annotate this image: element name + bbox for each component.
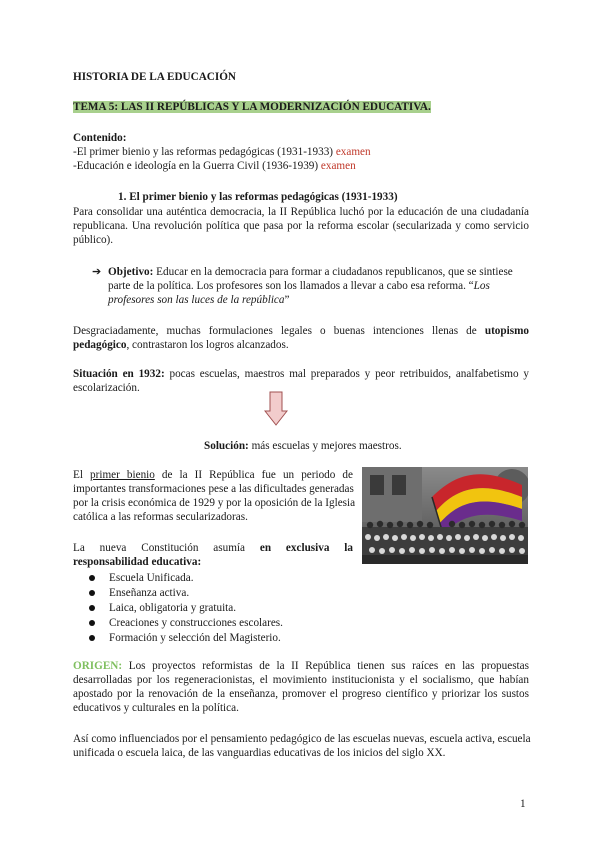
bullet-icon — [89, 590, 95, 596]
bienio-text: de la II República fue un periodo de — [161, 469, 353, 481]
desgracia-line — [73, 324, 529, 338]
desgracia-text: , contrastaron los logros alcanzados. — [126, 339, 289, 351]
contenido-label: Contenido: — [73, 132, 127, 144]
origen-line — [73, 659, 529, 673]
list-item: Laica, obligatoria y gratuita. — [109, 602, 237, 614]
document-title: HISTORIA DE LA EDUCACIÓN — [73, 71, 236, 83]
bienio-line: católica a las reformas secularizadoras. — [73, 511, 248, 523]
desgracia-text: Desgraciadamente, muchas formulaciones legales o buenas intenciones llenas de — [73, 325, 477, 337]
section-heading: 1. El primer bienio y las reformas pedagógicas (1931-1933) — [118, 191, 398, 203]
pedagogico-bold: pedagógico — [73, 339, 127, 351]
arrow-right-icon: ➔ — [92, 266, 102, 278]
primer-bienio-underlined: primer bienio — [90, 469, 155, 481]
constitucion-line: responsabilidad educativa: — [73, 556, 202, 568]
bienio-line: por la crisis económica de 1929 y por la oposición de la Iglesia — [73, 497, 356, 509]
contenido-item — [73, 159, 356, 173]
constitucion-text: La nueva Constitución asumía — [73, 542, 245, 554]
constitucion-bold: en exclusiva la — [259, 542, 354, 554]
bullet-icon — [89, 620, 95, 626]
origen-text: Los proyectos reformistas de la II República tienen sus raíces en las propuestas — [122, 660, 529, 672]
list-item: Escuela Unificada. — [109, 572, 194, 584]
contenido-item — [73, 145, 371, 159]
quote-close: ” — [284, 294, 290, 306]
examen-tag: examen — [320, 160, 356, 172]
list-item: Formación y selección del Magisterio. — [109, 632, 281, 644]
arrow-down-icon — [264, 391, 288, 427]
bienio-line — [73, 468, 353, 482]
desgracia-line — [73, 338, 289, 352]
situacion-label: Situación en 1932: — [73, 368, 165, 380]
influencias-line: unificada o escuela laica, de las vanguardias educativas de los inicios del siglo XX. — [73, 747, 446, 759]
origen-line: apostado por la renovación de la enseñanza, promover el progreso científico y priorizar los sustos — [73, 688, 529, 700]
bienio-text: El — [73, 469, 83, 481]
constitucion-line — [73, 541, 353, 555]
republic-school-photo — [362, 467, 528, 564]
tema-title — [73, 100, 431, 114]
solucion-text: más escuelas y mejores maestros. — [248, 440, 402, 452]
objetivo-line — [108, 279, 490, 293]
solucion-line — [204, 439, 402, 453]
situacion-line — [73, 367, 529, 381]
contenido-item-text: -El primer bienio y las reformas pedagógicas (1931-1933) — [73, 146, 334, 158]
bullet-icon — [89, 575, 95, 581]
objetivo-label: Objetivo: — [108, 266, 154, 278]
objetivo-text: parte de la política. Los profesores son los llamados a llevar a cabo esa reforma. “ — [108, 280, 474, 292]
intro-paragraph-line: republicana. Una revolución política que pasa por la reforma escolar (secularizada y como servicio — [73, 220, 529, 232]
bullet-icon — [89, 635, 95, 641]
objetivo-line — [108, 293, 289, 307]
objetivo-line — [108, 265, 513, 279]
situacion-text: pocas escuelas, maestros mal preparados y peor retribuidos, analfabetismo y — [164, 368, 529, 380]
objetivo-text: Educar en la democracia para formar a ciudadanos republicanos, que se sintiese — [153, 266, 513, 278]
tema-title-highlight: TEMA 5: LAS II REPÚBLICAS Y LA MODERNIZACIÓN EDUCATIVA. — [73, 101, 431, 113]
quote-text: Los — [473, 280, 490, 292]
page-number: 1 — [520, 798, 526, 810]
origen-line: desarrolladas por los regeneracionistas, el movimiento institucionista y el socialismo, que habían — [73, 674, 529, 686]
origen-label: ORIGEN: — [73, 660, 123, 672]
bienio-line: importantes transformaciones pese a las dificultades generadas — [73, 483, 354, 495]
utopismo-bold: utopismo — [484, 325, 529, 337]
list-item: Creaciones y construcciones escolares. — [109, 617, 283, 629]
intro-paragraph-line: público). — [73, 234, 114, 246]
examen-tag: examen — [335, 146, 371, 158]
quote-text: profesores son las luces de la república — [108, 294, 285, 306]
list-item: Enseñanza activa. — [109, 587, 190, 599]
contenido-item-text: -Educación e ideología en la Guerra Civil (1936-1939) — [73, 160, 319, 172]
influencias-line: Así como influenciados por el pensamiento pedagógico de las escuelas nuevas, escuela activa, escuela — [73, 733, 531, 745]
solucion-label: Solución: — [204, 440, 249, 452]
intro-paragraph-line: Para consolidar una auténtica democracia, la II República luchó por la educación de una ciudadanía — [73, 206, 529, 218]
origen-line: educativos y culturales en la política. — [73, 702, 239, 714]
bullet-icon — [89, 605, 95, 611]
situacion-line: escolarización. — [73, 382, 140, 394]
